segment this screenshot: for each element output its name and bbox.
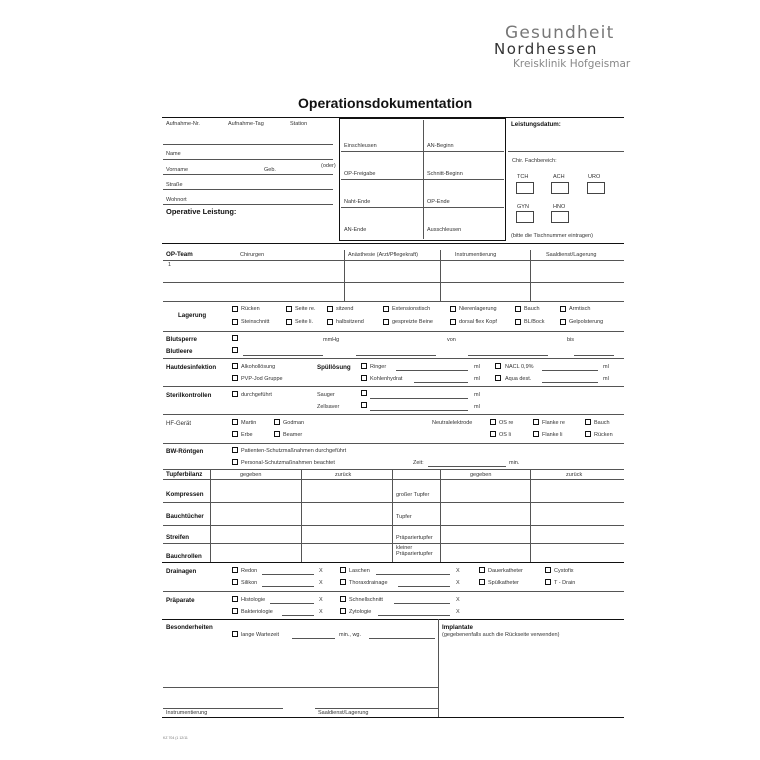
- line: [163, 174, 333, 175]
- page-title: Operationsdokumentation: [298, 95, 473, 111]
- label-x: X: [319, 609, 323, 615]
- checkbox-os-re[interactable]: [490, 419, 496, 425]
- opt-gelpolsterung: Gelpolsterung: [569, 319, 604, 325]
- opt-sitzend: sitzend: [336, 306, 354, 312]
- opt-t-drain: T - Drain: [554, 580, 576, 586]
- opt-pvp: PVP-Jod Gruppe: [241, 376, 283, 382]
- line: [243, 355, 323, 356]
- row-bauchtuecher: Bauchtücher: [166, 513, 204, 520]
- checkbox-t-drain[interactable]: [545, 579, 551, 585]
- opt-martin: Martin: [241, 420, 257, 426]
- checkbox-schnellschnitt[interactable]: [340, 596, 346, 602]
- row-number: 1: [168, 262, 172, 268]
- checkbox-alkohol[interactable]: [232, 363, 238, 369]
- checkbox-bauch[interactable]: [515, 306, 521, 312]
- opt-lange-wartezeit: lange Wartezeit: [241, 632, 280, 638]
- checkbox-bakteriologie[interactable]: [232, 608, 238, 614]
- line: [292, 638, 335, 639]
- row-kleiner-praepariertupfer: kleiner Präpariertupfer: [396, 545, 433, 557]
- line: [370, 410, 468, 411]
- label-min: min.: [509, 460, 520, 466]
- opt-os-re: OS re: [499, 420, 514, 426]
- opt-thoraxdrainage: Thoraxdrainage: [349, 580, 388, 586]
- line: [398, 586, 450, 587]
- gyn-input[interactable]: [516, 211, 534, 223]
- label-bw-roentgen: BW-Röntgen: [166, 448, 204, 455]
- col-zurueck: zurück: [335, 472, 352, 478]
- line: [341, 179, 504, 180]
- opt-spuelkatheter: Spülkatheter: [488, 580, 519, 586]
- checkbox-ruecken[interactable]: [232, 306, 238, 312]
- line: [301, 470, 302, 562]
- label-implantate: Implantate: [442, 624, 473, 631]
- label-hf-geraet: HF-Gerät: [166, 421, 192, 427]
- label-strasse: Straße: [166, 182, 183, 188]
- label-aufnahme-nr: Aufnahme-Nr.: [166, 121, 200, 127]
- opt-schnellschnitt: Schnellschnitt: [349, 597, 383, 603]
- line: [468, 355, 548, 356]
- line: [356, 355, 436, 356]
- line: [376, 574, 450, 575]
- label-x: X: [319, 568, 323, 574]
- checkbox-silikon[interactable]: [232, 579, 238, 585]
- label-saaldienst-sig: Saaldienst/Lagerung: [318, 710, 369, 716]
- line: [414, 382, 468, 383]
- opt-armtisch: Armtisch: [569, 306, 591, 312]
- line: [163, 414, 624, 415]
- line: [394, 603, 450, 604]
- line: [440, 250, 441, 302]
- label-an-ende: AN-Ende: [344, 227, 367, 233]
- line: [163, 469, 624, 470]
- checkbox-gespreizte-beine[interactable]: [383, 319, 389, 325]
- checkbox-patienten-schutz[interactable]: [232, 447, 238, 453]
- opt-nacl: NACL 0,9%: [505, 364, 534, 370]
- line: [530, 470, 531, 562]
- opt-nierenlagerung: Nierenlagerung: [459, 306, 497, 312]
- opt-cystofix: Cystofix: [554, 568, 574, 574]
- line: [163, 687, 438, 688]
- row-streifen: Streifen: [166, 534, 190, 541]
- line: [341, 151, 504, 152]
- checkbox-gelpolsterung[interactable]: [560, 319, 566, 325]
- line: [163, 479, 624, 480]
- line: [163, 189, 333, 190]
- line: [270, 603, 314, 604]
- label-tisch-hint: (bitte die Tischnummer eintragen): [511, 233, 593, 239]
- label-x: X: [456, 609, 460, 615]
- line: [163, 386, 624, 387]
- line: [163, 543, 624, 544]
- ach-input[interactable]: [551, 182, 569, 194]
- checkbox-sauger[interactable]: [361, 390, 367, 396]
- label-blutsperre: Blutsperre: [166, 336, 197, 343]
- label-an-beginn: AN-Beginn: [427, 143, 454, 149]
- opt-hf-bauch: Bauch: [594, 420, 610, 426]
- checkbox-steril[interactable]: [232, 391, 238, 397]
- line: [163, 443, 624, 444]
- line: [163, 282, 624, 283]
- label-zellsaver: Zellsaver: [317, 404, 340, 410]
- checkbox-redon[interactable]: [232, 567, 238, 573]
- checkbox-cystofix[interactable]: [545, 567, 551, 573]
- line: [574, 355, 614, 356]
- line: [378, 615, 450, 616]
- line: [344, 250, 345, 302]
- label-implantate-hint: (gegebenenfalls auch die Rückseite verwenden): [442, 632, 560, 638]
- line: [542, 382, 598, 383]
- checkbox-beamer[interactable]: [274, 431, 280, 437]
- line: [440, 470, 441, 562]
- label-op-team: OP-Team: [166, 251, 193, 258]
- checkbox-kohlenhydrat[interactable]: [361, 375, 367, 381]
- opt-flanke-re: Flanke re: [542, 420, 565, 426]
- code-tch: TCH: [517, 174, 529, 180]
- label-neutralelektrode: Neutralelektrode: [432, 420, 473, 426]
- line: [282, 615, 314, 616]
- uro-input[interactable]: [587, 182, 605, 194]
- opt-dauerkatheter: Dauerkatheter: [488, 568, 523, 574]
- row-praepariertupfer: Präpariertupfer: [396, 535, 433, 541]
- label-geb: Geb.: [264, 167, 276, 173]
- label-instrumentierung-sig: Instrumentierung: [166, 710, 208, 716]
- row-bauchrollen: Bauchrollen: [166, 553, 202, 560]
- opt-gespreizte-beine: gespreizte Beine: [392, 319, 433, 325]
- checkbox-extensionstisch[interactable]: [383, 306, 389, 312]
- line: [262, 574, 314, 575]
- checkbox-ringer[interactable]: [361, 363, 367, 369]
- checkbox-halbsitzend[interactable]: [327, 319, 333, 325]
- line: [396, 370, 468, 371]
- label-name: Name: [166, 151, 181, 157]
- label-operative-leistung: Operative Leistung:: [166, 207, 237, 216]
- hno-input[interactable]: [551, 211, 569, 223]
- opt-kohlenhydrat: Kohlenhydrat: [370, 376, 403, 382]
- unit-ml: ml: [474, 404, 480, 410]
- checkbox-zytologie[interactable]: [340, 608, 346, 614]
- opt-alkohol: Alkohollösung: [241, 364, 276, 370]
- logo-line-1: Gesundheit: [505, 23, 615, 43]
- opt-silikon: Silikon: [241, 580, 258, 586]
- opt-bl-bock: BL/Bock: [524, 319, 545, 325]
- line: [530, 250, 531, 302]
- line: [163, 591, 624, 592]
- label-sterilkontrollen: Sterilkontrollen: [166, 392, 212, 399]
- checkbox-personal-schutz[interactable]: [232, 459, 238, 465]
- line: [542, 370, 598, 371]
- row-tupfer: Tupfer: [396, 514, 412, 520]
- unit-ml: ml: [474, 392, 480, 398]
- label-op-ende: OP-Ende: [427, 199, 450, 205]
- checkbox-nierenlagerung[interactable]: [450, 306, 456, 312]
- checkbox-armtisch[interactable]: [560, 306, 566, 312]
- opt-bauch: Bauch: [524, 306, 540, 312]
- label-station: Station: [290, 121, 308, 127]
- checkbox-histologie[interactable]: [232, 596, 238, 602]
- footer-code: KZ 704 (1 12/11: [163, 736, 188, 740]
- label-praeparate: Präparate: [166, 597, 195, 604]
- label-bis: bis: [567, 337, 575, 343]
- col-gegeben: gegeben: [470, 472, 492, 478]
- checkbox-laschen[interactable]: [340, 567, 346, 573]
- opt-hf-ruecken: Rücken: [594, 432, 613, 438]
- opt-personal-schutz: Personal-Schutzmaßnahmen beachtet: [241, 460, 335, 466]
- checkbox-steinschnitt[interactable]: [232, 319, 238, 325]
- line: [210, 470, 211, 562]
- checkbox-hf-ruecken[interactable]: [585, 431, 591, 437]
- checkbox-blutleere[interactable]: [232, 347, 238, 353]
- label-tupferbilanz: Tupferbilanz: [166, 471, 203, 478]
- opt-seite-re: Seite re.: [295, 306, 316, 312]
- opt-steinschnitt: Steinschnitt: [241, 319, 270, 325]
- opt-godman: Godman: [283, 420, 305, 426]
- opt-aqua: Aqua dest.: [505, 376, 532, 382]
- line: [369, 638, 435, 639]
- label-op-freigabe: OP-Freigabe: [344, 171, 376, 177]
- label-oder: (oder): [321, 163, 336, 169]
- checkbox-dauerkatheter[interactable]: [479, 567, 485, 573]
- checkbox-flanke-li[interactable]: [533, 431, 539, 437]
- opt-redon: Redon: [241, 568, 258, 574]
- checkbox-spuelkatheter[interactable]: [479, 579, 485, 585]
- line: [163, 260, 624, 261]
- col-anaesthesie: Anästhesie (Arzt/Pflegekraft): [348, 252, 419, 258]
- checkbox-thoraxdrainage[interactable]: [340, 579, 346, 585]
- unit-ml: ml: [474, 376, 480, 382]
- label-lagerung: Lagerung: [178, 312, 207, 319]
- frame-bottom-line: [162, 717, 624, 718]
- line: [163, 708, 283, 709]
- label-leistungsdatum: Leistungsdatum:: [511, 121, 561, 128]
- checkbox-martin[interactable]: [232, 419, 238, 425]
- checkbox-hf-bauch[interactable]: [585, 419, 591, 425]
- logo-line-3: Kreisklinik Hofgeismar: [513, 58, 631, 70]
- tch-input[interactable]: [516, 182, 534, 194]
- opt-halbsitzend: halbsitzend: [336, 319, 364, 325]
- checkbox-seite-re[interactable]: [286, 306, 292, 312]
- label-ausschleusen: Ausschleusen: [427, 227, 462, 233]
- line: [163, 159, 333, 160]
- checkbox-dorsal-flex-kopf[interactable]: [450, 319, 456, 325]
- line: [163, 301, 624, 302]
- checkbox-nacl[interactable]: [495, 363, 501, 369]
- opt-seite-li: Seite li.: [295, 319, 314, 325]
- line: [163, 358, 624, 359]
- label-besonderheiten: Besonderheiten: [166, 624, 213, 631]
- code-ach: ACH: [553, 174, 565, 180]
- frame-line: [162, 562, 624, 563]
- checkbox-seite-li[interactable]: [286, 319, 292, 325]
- label-hautdesinfektion: Hautdesinfektion: [166, 364, 217, 371]
- label-x: X: [319, 580, 323, 586]
- checkbox-bl-bock[interactable]: [515, 319, 521, 325]
- opt-flanke-li: Flanke li: [542, 432, 563, 438]
- checkbox-zellsaver[interactable]: [361, 402, 367, 408]
- checkbox-erbe[interactable]: [232, 431, 238, 437]
- label-x: X: [456, 568, 460, 574]
- line: [315, 708, 438, 709]
- label-x: X: [319, 597, 323, 603]
- opt-extensionstisch: Extensionstisch: [392, 306, 431, 312]
- line: [438, 619, 439, 717]
- checkbox-blutsperre[interactable]: [232, 335, 238, 341]
- label-zeit: Zeit:: [413, 460, 424, 466]
- label-einschleusen: Einschleusen: [344, 143, 377, 149]
- opt-patienten-schutz: Patienten-Schutzmaßnahmen durchgeführt: [241, 448, 347, 454]
- opt-laschen: Laschen: [349, 568, 370, 574]
- col-saaldienst: Saaldienst/Lagerung: [546, 252, 597, 258]
- opt-bakteriologie: Bakteriologie: [241, 609, 273, 615]
- line: [163, 204, 333, 205]
- code-gyn: GYN: [517, 204, 529, 210]
- opt-ruecken: Rücken: [241, 306, 260, 312]
- label-drainagen: Drainagen: [166, 568, 197, 575]
- opt-erbe: Erbe: [241, 432, 253, 438]
- logo-line-2: Nordhessen: [494, 40, 598, 58]
- label-von: von: [447, 337, 456, 343]
- line: [163, 525, 624, 526]
- unit-ml: ml: [603, 364, 609, 370]
- unit-ml: ml: [603, 376, 609, 382]
- col-zurueck: zurück: [566, 472, 583, 478]
- label-aufnahme-tag: Aufnahme-Tag: [228, 121, 264, 127]
- checkbox-pvp[interactable]: [232, 375, 238, 381]
- code-uro: URO: [588, 174, 601, 180]
- opt-histologie: Histologie: [241, 597, 266, 603]
- line: [163, 502, 624, 503]
- col-gegeben: gegeben: [240, 472, 262, 478]
- label-spuelloesung: Spüllösung: [317, 364, 351, 371]
- line: [262, 586, 314, 587]
- checkbox-lange-wartezeit[interactable]: [232, 631, 238, 637]
- label-schnitt-beginn: Schnitt-Beginn: [427, 171, 463, 177]
- opt-steril: durchgeführt: [241, 392, 272, 398]
- label-vorname: Vorname: [166, 167, 189, 173]
- checkbox-os-li[interactable]: [490, 431, 496, 437]
- unit-ml: ml: [474, 364, 480, 370]
- line: [370, 398, 468, 399]
- row-grosser-tupfer: großer Tupfer: [396, 492, 430, 498]
- opt-dorsal-flex-kopf: dorsal flex Kopf: [459, 319, 497, 325]
- checkbox-aqua[interactable]: [495, 375, 501, 381]
- checkbox-godman[interactable]: [274, 419, 280, 425]
- code-hno: HNO: [553, 204, 566, 210]
- line: [163, 144, 333, 145]
- label-blutleere: Blutleere: [166, 348, 193, 355]
- line: [392, 470, 393, 562]
- opt-beamer: Beamer: [283, 432, 303, 438]
- col-chirurgen: Chirurgen: [240, 252, 265, 258]
- label-min-wg: min., wg.: [339, 632, 362, 638]
- label-naht-ende: Naht-Ende: [344, 199, 371, 205]
- label-fachbereich: Chir. Fachbereich:: [512, 158, 557, 164]
- frame-line: [162, 619, 624, 620]
- label-sauger: Sauger: [317, 392, 335, 398]
- opt-zytologie: Zytologie: [349, 609, 372, 615]
- line: [428, 466, 506, 467]
- line: [341, 207, 504, 208]
- col-instrumentierung: Instrumentierung: [455, 252, 497, 258]
- checkbox-flanke-re[interactable]: [533, 419, 539, 425]
- opt-ringer: Ringer: [370, 364, 387, 370]
- label-wohnort: Wohnort: [166, 197, 187, 203]
- label-x: X: [456, 580, 460, 586]
- opt-os-li: OS li: [499, 432, 511, 438]
- label-x: X: [456, 597, 460, 603]
- checkbox-sitzend[interactable]: [327, 306, 333, 312]
- row-kompressen: Kompressen: [166, 491, 204, 498]
- line: [163, 331, 624, 332]
- label-mmhg: mmHg: [323, 337, 340, 343]
- frame-line: [162, 243, 624, 244]
- line: [508, 151, 624, 152]
